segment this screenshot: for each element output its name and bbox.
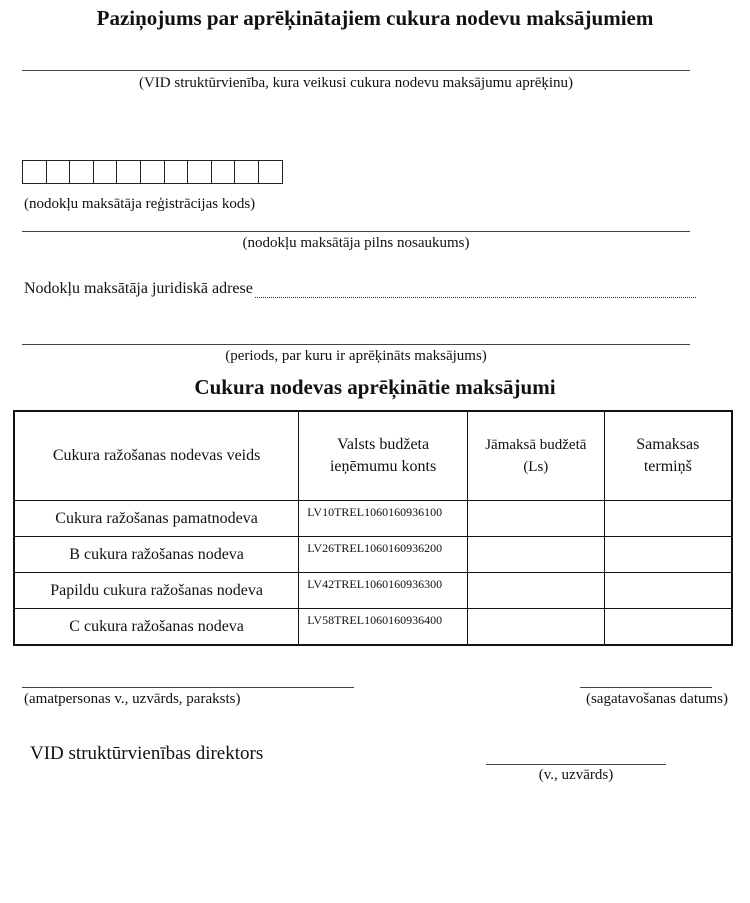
header-cell: Jāmaksā budžetā (Ls)	[468, 411, 605, 501]
table-row	[14, 573, 732, 609]
term-cell[interactable]	[604, 609, 732, 646]
table-header-row	[14, 411, 732, 501]
code-box[interactable]	[187, 160, 212, 184]
account-cell: LV42TREL1060160936300	[299, 573, 468, 609]
director-caption: (v., uzvārds)	[538, 767, 614, 783]
code-box[interactable]	[93, 160, 118, 184]
fee-type-cell: Cukura ražošanas pamatnodeva	[14, 501, 299, 537]
code-box[interactable]	[140, 160, 165, 184]
fee-type-cell: B cukura ražošanas nodeva	[14, 537, 299, 573]
code-box[interactable]	[46, 160, 71, 184]
table-row	[14, 609, 732, 646]
account-cell: LV26TREL1060160936200	[299, 537, 468, 573]
header-cell: Valsts budžeta ieņēmumu konts	[299, 411, 468, 501]
code-box[interactable]	[164, 160, 189, 184]
payments-table	[13, 410, 733, 646]
amount-cell[interactable]	[468, 501, 605, 537]
date-caption: (sagatavošanas datums)	[585, 691, 728, 707]
code-box[interactable]	[234, 160, 259, 184]
code-box[interactable]	[258, 160, 283, 184]
table-row	[14, 501, 732, 537]
address-label: Nodokļu maksātāja juridiskā adrese	[24, 280, 253, 297]
official-signature-line[interactable]	[22, 687, 354, 688]
fee-type-cell: Papildu cukura ražošanas nodeva	[14, 573, 299, 609]
code-box[interactable]	[69, 160, 94, 184]
term-cell[interactable]	[604, 573, 732, 609]
vid-unit-caption: (VID struktūrvienība, kura veikusi cukura nodevu maksājumu aprēķinu)	[138, 75, 574, 91]
taxpayer-name-line	[22, 231, 690, 232]
fee-type-cell: C cukura ražošanas nodeva	[14, 609, 299, 646]
table-title: Cukura nodevas aprēķinātie maksājumi	[194, 375, 556, 399]
registration-code-caption: (nodokļu maksātāja reģistrācijas kods)	[24, 196, 256, 212]
period-line	[22, 344, 690, 345]
code-box[interactable]	[22, 160, 47, 184]
period-caption: (periods, par kuru ir aprēķināts maksājums)	[225, 348, 487, 364]
table-row	[14, 537, 732, 573]
header-cell: Samaksas termiņš	[604, 411, 732, 501]
date-line[interactable]	[580, 687, 712, 688]
official-caption: (amatpersonas v., uzvārds, paraksts)	[24, 691, 241, 707]
director-signature-line[interactable]	[486, 764, 666, 765]
registration-code-boxes[interactable]	[22, 160, 282, 184]
amount-cell[interactable]	[468, 573, 605, 609]
address-field[interactable]	[24, 280, 696, 298]
address-dotted-line[interactable]	[255, 283, 696, 298]
document-title: Paziņojums par aprēķinātajiem cukura nodevu maksājumiem	[96, 6, 654, 30]
account-cell: LV58TREL1060160936400	[299, 609, 468, 646]
director-label: VID struktūrvienības direktors	[30, 743, 264, 764]
amount-cell[interactable]	[468, 537, 605, 573]
amount-cell[interactable]	[468, 609, 605, 646]
term-cell[interactable]	[604, 537, 732, 573]
taxpayer-name-caption: (nodokļu maksātāja pilns nosaukums)	[242, 235, 470, 251]
code-box[interactable]	[211, 160, 236, 184]
header-cell: Cukura ražošanas nodevas veids	[14, 411, 299, 501]
code-box[interactable]	[116, 160, 141, 184]
vid-unit-line	[22, 70, 690, 71]
account-cell: LV10TREL1060160936100	[299, 501, 468, 537]
term-cell[interactable]	[604, 501, 732, 537]
